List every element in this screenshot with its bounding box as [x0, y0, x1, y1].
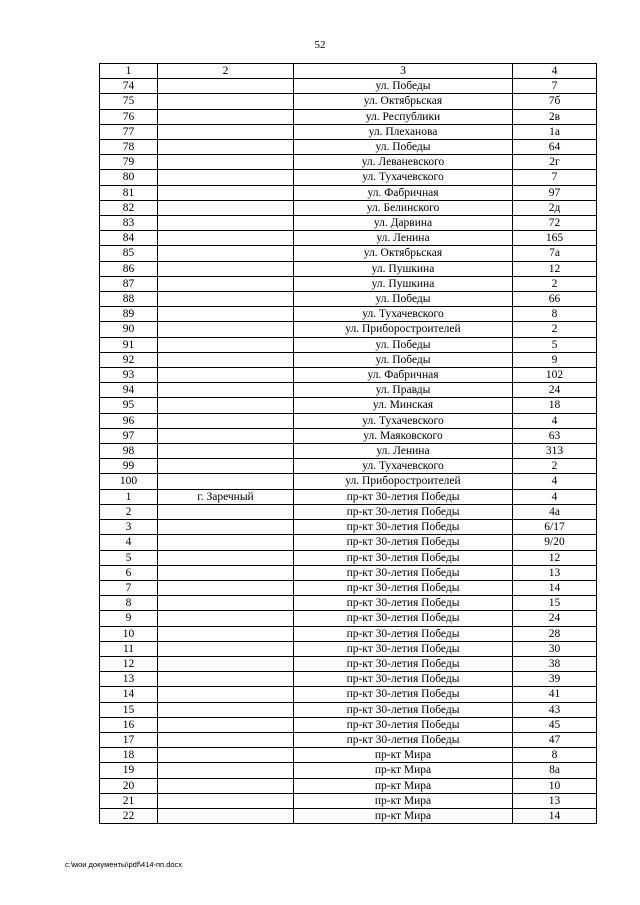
house-number-cell: 4а — [513, 504, 597, 519]
row-number-cell: 76 — [100, 109, 158, 124]
street-cell: ул. Плеханова — [294, 124, 513, 139]
row-number-cell: 8 — [100, 596, 158, 611]
table-row — [100, 444, 597, 459]
table-row — [100, 413, 597, 428]
house-number-cell: 8а — [513, 763, 597, 778]
table-row — [100, 474, 597, 489]
table-row — [100, 778, 597, 793]
locality-cell — [158, 732, 294, 747]
locality-cell — [158, 216, 294, 231]
row-number-cell: 5 — [100, 550, 158, 565]
table-row — [100, 535, 597, 550]
house-number-cell: 63 — [513, 428, 597, 443]
house-number-cell: 13 — [513, 793, 597, 808]
locality-cell — [158, 292, 294, 307]
row-number-cell: 83 — [100, 216, 158, 231]
house-number-cell: 14 — [513, 580, 597, 595]
house-number-cell: 7 — [513, 170, 597, 185]
row-number-cell: 16 — [100, 717, 158, 732]
table-row — [100, 307, 597, 322]
house-number-cell: 41 — [513, 687, 597, 702]
table-row — [100, 383, 597, 398]
street-cell: пр-кт Мира — [294, 778, 513, 793]
row-number-cell: 96 — [100, 413, 158, 428]
footer-file-path: c:\мои документы\pdf\414-пп.docx — [65, 860, 183, 869]
street-cell: ул. Победы — [294, 140, 513, 155]
street-cell: пр-кт Мира — [294, 808, 513, 823]
street-cell: ул. Минская — [294, 398, 513, 413]
locality-cell — [158, 398, 294, 413]
row-number-cell: 17 — [100, 732, 158, 747]
row-number-cell: 22 — [100, 808, 158, 823]
locality-cell — [158, 352, 294, 367]
street-cell: ул. Белинского — [294, 200, 513, 215]
row-number-cell: 81 — [100, 185, 158, 200]
row-number-cell: 86 — [100, 261, 158, 276]
table-row — [100, 292, 597, 307]
street-cell: ул. Победы — [294, 79, 513, 94]
locality-cell — [158, 79, 294, 94]
table-row — [100, 550, 597, 565]
row-number-cell: 91 — [100, 337, 158, 352]
row-number-cell: 21 — [100, 793, 158, 808]
house-number-cell: 2 — [513, 276, 597, 291]
house-number-cell: 4 — [513, 413, 597, 428]
row-number-cell: 94 — [100, 383, 158, 398]
locality-cell — [158, 200, 294, 215]
house-number-cell: 28 — [513, 626, 597, 641]
table-row — [100, 687, 597, 702]
row-number-cell: 98 — [100, 444, 158, 459]
locality-cell — [158, 778, 294, 793]
locality-cell — [158, 672, 294, 687]
table-row — [100, 428, 597, 443]
table-row — [100, 322, 597, 337]
house-number-cell: 13 — [513, 565, 597, 580]
table-row — [100, 717, 597, 732]
table-row — [100, 216, 597, 231]
street-cell: пр-кт Мира — [294, 763, 513, 778]
house-number-cell: 45 — [513, 717, 597, 732]
table-row — [100, 808, 597, 823]
column-header-1: 1 — [100, 64, 158, 79]
row-number-cell: 1 — [100, 489, 158, 504]
locality-cell — [158, 459, 294, 474]
house-number-cell: 9 — [513, 352, 597, 367]
street-cell: пр-кт 30-летия Победы — [294, 611, 513, 626]
row-number-cell: 20 — [100, 778, 158, 793]
locality-cell — [158, 520, 294, 535]
street-cell: пр-кт 30-летия Победы — [294, 580, 513, 595]
table-row — [100, 200, 597, 215]
row-number-cell: 4 — [100, 535, 158, 550]
locality-cell — [158, 793, 294, 808]
page-number: 52 — [314, 39, 326, 51]
table-row — [100, 580, 597, 595]
locality-cell — [158, 535, 294, 550]
locality-cell — [158, 140, 294, 155]
street-cell: пр-кт 30-летия Победы — [294, 535, 513, 550]
row-number-cell: 10 — [100, 626, 158, 641]
locality-cell — [158, 626, 294, 641]
row-number-cell: 84 — [100, 231, 158, 246]
locality-cell — [158, 109, 294, 124]
locality-cell — [158, 185, 294, 200]
street-cell: ул. Победы — [294, 352, 513, 367]
street-cell: пр-кт Мира — [294, 748, 513, 763]
locality-cell — [158, 596, 294, 611]
row-number-cell: 90 — [100, 322, 158, 337]
table-row — [100, 732, 597, 747]
house-number-cell: 2д — [513, 200, 597, 215]
row-number-cell: 95 — [100, 398, 158, 413]
locality-cell — [158, 246, 294, 261]
row-number-cell: 93 — [100, 368, 158, 383]
street-cell: ул. Октябрьская — [294, 94, 513, 109]
street-cell: ул. Маяковского — [294, 428, 513, 443]
row-number-cell: 77 — [100, 124, 158, 139]
table-header-row — [100, 64, 597, 79]
street-cell: ул. Фабричная — [294, 368, 513, 383]
street-cell: пр-кт 30-летия Победы — [294, 489, 513, 504]
street-cell: ул. Тухачевского — [294, 459, 513, 474]
table-row — [100, 702, 597, 717]
street-cell: ул. Правды — [294, 383, 513, 398]
table-row — [100, 109, 597, 124]
row-number-cell: 88 — [100, 292, 158, 307]
locality-cell — [158, 656, 294, 671]
house-number-cell: 18 — [513, 398, 597, 413]
house-number-cell: 12 — [513, 550, 597, 565]
row-number-cell: 74 — [100, 79, 158, 94]
row-number-cell: 12 — [100, 656, 158, 671]
street-cell: ул. Леваневского — [294, 155, 513, 170]
house-number-cell: 30 — [513, 641, 597, 656]
street-cell: пр-кт 30-летия Победы — [294, 504, 513, 519]
row-number-cell: 80 — [100, 170, 158, 185]
house-number-cell: 6/17 — [513, 520, 597, 535]
street-cell: ул. Октябрьская — [294, 246, 513, 261]
table-row — [100, 231, 597, 246]
table-row — [100, 459, 597, 474]
house-number-cell: 64 — [513, 140, 597, 155]
row-number-cell: 89 — [100, 307, 158, 322]
table-row — [100, 763, 597, 778]
street-cell: ул. Тухачевского — [294, 413, 513, 428]
table-row — [100, 504, 597, 519]
house-number-cell: 97 — [513, 185, 597, 200]
table-row — [100, 155, 597, 170]
street-cell: ул. Пушкина — [294, 276, 513, 291]
street-cell: ул. Тухачевского — [294, 170, 513, 185]
locality-cell: г. Заречный — [158, 489, 294, 504]
table-row — [100, 489, 597, 504]
locality-cell — [158, 94, 294, 109]
house-number-cell: 14 — [513, 808, 597, 823]
locality-cell — [158, 687, 294, 702]
table-row — [100, 626, 597, 641]
locality-cell — [158, 702, 294, 717]
row-number-cell: 85 — [100, 246, 158, 261]
row-number-cell: 100 — [100, 474, 158, 489]
house-number-cell: 47 — [513, 732, 597, 747]
house-number-cell: 2 — [513, 459, 597, 474]
house-number-cell: 7б — [513, 94, 597, 109]
table-row — [100, 140, 597, 155]
table-row — [100, 276, 597, 291]
street-cell: пр-кт 30-летия Победы — [294, 596, 513, 611]
locality-cell — [158, 155, 294, 170]
table-row — [100, 611, 597, 626]
street-cell: пр-кт 30-летия Победы — [294, 717, 513, 732]
house-number-cell: 72 — [513, 216, 597, 231]
table-row — [100, 641, 597, 656]
table-row — [100, 596, 597, 611]
locality-cell — [158, 504, 294, 519]
street-cell: ул. Пушкина — [294, 261, 513, 276]
street-cell: ул. Приборостроителей — [294, 322, 513, 337]
house-number-cell: 102 — [513, 368, 597, 383]
house-number-cell: 15 — [513, 596, 597, 611]
row-number-cell: 11 — [100, 641, 158, 656]
row-number-cell: 99 — [100, 459, 158, 474]
house-number-cell: 165 — [513, 231, 597, 246]
table-row — [100, 170, 597, 185]
row-number-cell: 3 — [100, 520, 158, 535]
table-body — [100, 79, 597, 824]
house-number-cell: 2 — [513, 322, 597, 337]
table-row — [100, 656, 597, 671]
locality-cell — [158, 641, 294, 656]
locality-cell — [158, 748, 294, 763]
street-cell: ул. Ленина — [294, 444, 513, 459]
house-number-cell: 2в — [513, 109, 597, 124]
table-row — [100, 520, 597, 535]
row-number-cell: 97 — [100, 428, 158, 443]
row-number-cell: 87 — [100, 276, 158, 291]
street-cell: ул. Победы — [294, 337, 513, 352]
table-row — [100, 246, 597, 261]
locality-cell — [158, 368, 294, 383]
locality-cell — [158, 474, 294, 489]
column-header-3: 3 — [294, 64, 513, 79]
table-row — [100, 398, 597, 413]
street-cell: ул. Республики — [294, 109, 513, 124]
address-table — [99, 63, 597, 824]
locality-cell — [158, 307, 294, 322]
row-number-cell: 15 — [100, 702, 158, 717]
row-number-cell: 82 — [100, 200, 158, 215]
row-number-cell: 75 — [100, 94, 158, 109]
house-number-cell: 24 — [513, 383, 597, 398]
locality-cell — [158, 580, 294, 595]
locality-cell — [158, 322, 294, 337]
street-cell: ул. Победы — [294, 292, 513, 307]
row-number-cell: 7 — [100, 580, 158, 595]
row-number-cell: 78 — [100, 140, 158, 155]
table-row — [100, 261, 597, 276]
street-cell: пр-кт 30-летия Победы — [294, 732, 513, 747]
house-number-cell: 12 — [513, 261, 597, 276]
column-header-4: 4 — [513, 64, 597, 79]
street-cell: пр-кт 30-летия Победы — [294, 672, 513, 687]
house-number-cell: 66 — [513, 292, 597, 307]
house-number-cell: 8 — [513, 748, 597, 763]
table-row — [100, 185, 597, 200]
locality-cell — [158, 611, 294, 626]
locality-cell — [158, 276, 294, 291]
street-cell: пр-кт 30-летия Победы — [294, 550, 513, 565]
row-number-cell: 9 — [100, 611, 158, 626]
street-cell: пр-кт Мира — [294, 793, 513, 808]
locality-cell — [158, 337, 294, 352]
street-cell: пр-кт 30-летия Победы — [294, 641, 513, 656]
table-row — [100, 94, 597, 109]
column-header-2: 2 — [158, 64, 294, 79]
locality-cell — [158, 231, 294, 246]
table-row — [100, 793, 597, 808]
locality-cell — [158, 261, 294, 276]
street-cell: пр-кт 30-летия Победы — [294, 656, 513, 671]
street-cell: пр-кт 30-летия Победы — [294, 687, 513, 702]
table-row — [100, 565, 597, 580]
street-cell: ул. Тухачевского — [294, 307, 513, 322]
house-number-cell: 24 — [513, 611, 597, 626]
row-number-cell: 19 — [100, 763, 158, 778]
row-number-cell: 92 — [100, 352, 158, 367]
locality-cell — [158, 717, 294, 732]
house-number-cell: 4 — [513, 489, 597, 504]
table-row — [100, 79, 597, 94]
house-number-cell: 7а — [513, 246, 597, 261]
house-number-cell: 38 — [513, 656, 597, 671]
locality-cell — [158, 170, 294, 185]
table-row — [100, 672, 597, 687]
locality-cell — [158, 763, 294, 778]
table-row — [100, 368, 597, 383]
house-number-cell: 39 — [513, 672, 597, 687]
table-row — [100, 337, 597, 352]
street-cell: пр-кт 30-летия Победы — [294, 626, 513, 641]
locality-cell — [158, 565, 294, 580]
table-row — [100, 748, 597, 763]
locality-cell — [158, 808, 294, 823]
locality-cell — [158, 550, 294, 565]
house-number-cell: 7 — [513, 79, 597, 94]
street-cell: ул. Ленина — [294, 231, 513, 246]
street-cell: ул. Дарвина — [294, 216, 513, 231]
house-number-cell: 4 — [513, 474, 597, 489]
locality-cell — [158, 383, 294, 398]
house-number-cell: 313 — [513, 444, 597, 459]
row-number-cell: 14 — [100, 687, 158, 702]
house-number-cell: 2г — [513, 155, 597, 170]
row-number-cell: 79 — [100, 155, 158, 170]
locality-cell — [158, 413, 294, 428]
house-number-cell: 5 — [513, 337, 597, 352]
table-row — [100, 124, 597, 139]
street-cell: пр-кт 30-летия Победы — [294, 565, 513, 580]
house-number-cell: 10 — [513, 778, 597, 793]
house-number-cell: 1а — [513, 124, 597, 139]
street-cell: пр-кт 30-летия Победы — [294, 520, 513, 535]
row-number-cell: 13 — [100, 672, 158, 687]
street-cell: ул. Фабричная — [294, 185, 513, 200]
house-number-cell: 9/20 — [513, 535, 597, 550]
street-cell: ул. Приборостроителей — [294, 474, 513, 489]
locality-cell — [158, 124, 294, 139]
row-number-cell: 6 — [100, 565, 158, 580]
house-number-cell: 8 — [513, 307, 597, 322]
row-number-cell: 2 — [100, 504, 158, 519]
house-number-cell: 43 — [513, 702, 597, 717]
row-number-cell: 18 — [100, 748, 158, 763]
table-row — [100, 352, 597, 367]
street-cell: пр-кт 30-летия Победы — [294, 702, 513, 717]
locality-cell — [158, 428, 294, 443]
locality-cell — [158, 444, 294, 459]
